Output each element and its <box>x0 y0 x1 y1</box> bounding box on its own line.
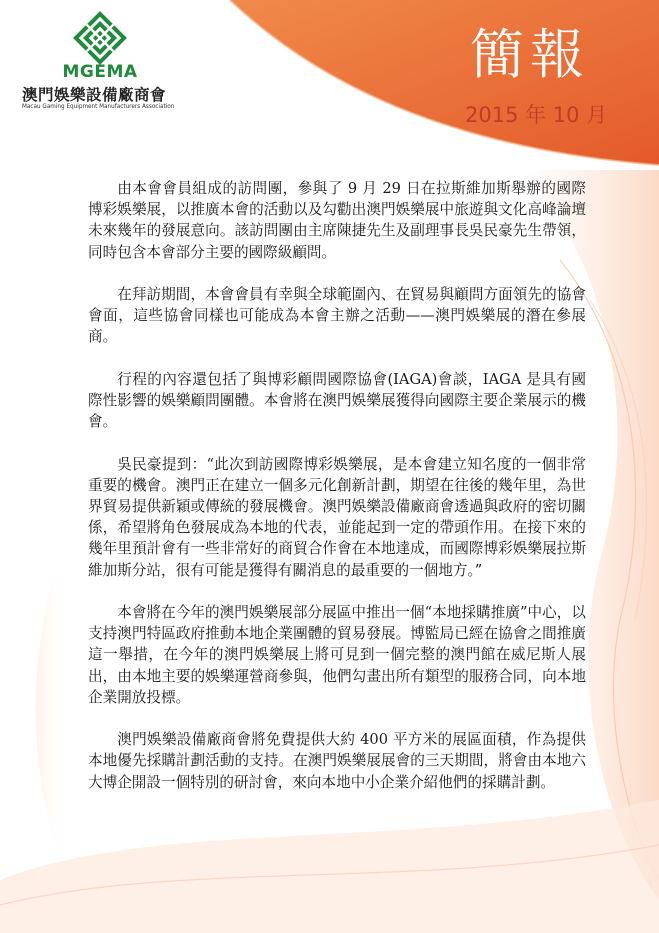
mgema-diamond-icon <box>66 10 134 70</box>
logo-acronym: MGEMA <box>62 62 138 82</box>
article-paragraph: 由本會會員組成的訪問團，參與了 9 月 29 日在拉斯維加斯舉辦的國際博彩娛樂展，以推廣本會的活動以及勾勸出澳門娛樂展中旅遊與文化高峰論壇未來幾年的發展意向。該訪問團由主席陳捷先生及副理事長吳民豪先生帶領，同時包含本會部分主要的國際級顧問。 <box>88 180 586 261</box>
article-paragraph: 吳民豪提到：“此次到訪國際博彩娛樂展，是本會建立知名度的一個非常重要的機會。澳門正在建立一個多元化創新計劃，期望在往後的幾年里，為世界貿易提供新穎或傳統的發展機會。澳門娛樂設備廠商會透過與政府的密切關係，希望將角色發展成為本地的代表，並能起到一定的帶頭作用。在接下來的幾年里預計會有一些非常好的商貿合作會在本地達成，而國際博彩娛樂展拉斯維加斯分站，很有可能是獲得有關消息的最重要的一個地方。” <box>88 455 586 579</box>
logo-chinese-name: 澳門娛樂設備廠商會 <box>22 86 167 104</box>
article-paragraph: 本會將在今年的澳門娛樂展部分展區中推出一個“本地採購推廣”中心，以支持澳門特區政府推動本地企業團體的貿易發展。博監局已經在協會之間推廣這一舉措，在今年的澳門娛樂展上將可見到一個完整的澳門館在威尼斯人展出，由本地主要的娛樂運營商參與，他們勾畫出所有類型的服務合同，向本地企業開放投標。 <box>88 604 586 706</box>
issue-date: 2015 年 10 月 <box>465 103 608 127</box>
article-body <box>88 178 586 814</box>
logo-english-name: Macau Gaming Equipment Manufacturers Association <box>22 104 175 110</box>
bottom-wave-decoration <box>0 800 659 933</box>
header-swoosh <box>230 0 659 165</box>
article-paragraph: 行程的內容還包括了與博彩顧問國際協會(IAGA)會談，IAGA 是具有國際性影響的娛樂顧問團體。本會將在澳門娛樂展獲得向國際主要企業展示的機會。 <box>88 370 586 431</box>
mgema-logo <box>22 10 192 118</box>
article-paragraph: 在拜訪期間，本會會員有幸與全球範圍內、在貿易與顧問方面領先的協會會面，這些協會同樣也可能成為本會主辦之活動——澳門娛樂展的潛在參展商。 <box>88 286 586 346</box>
newsletter-title: 簡報 <box>470 23 590 86</box>
article-paragraph: 澳門娛樂設備廠商會將免費提供大約 400 平方米的展區面積，作為提供本地優先採購計劃活動的支持。在澳門娛樂展展會的三天期間，將會由本地六大博企開設一個特別的研討會，來向本地中小企業介紹他們的採購計劃。 <box>88 731 586 791</box>
